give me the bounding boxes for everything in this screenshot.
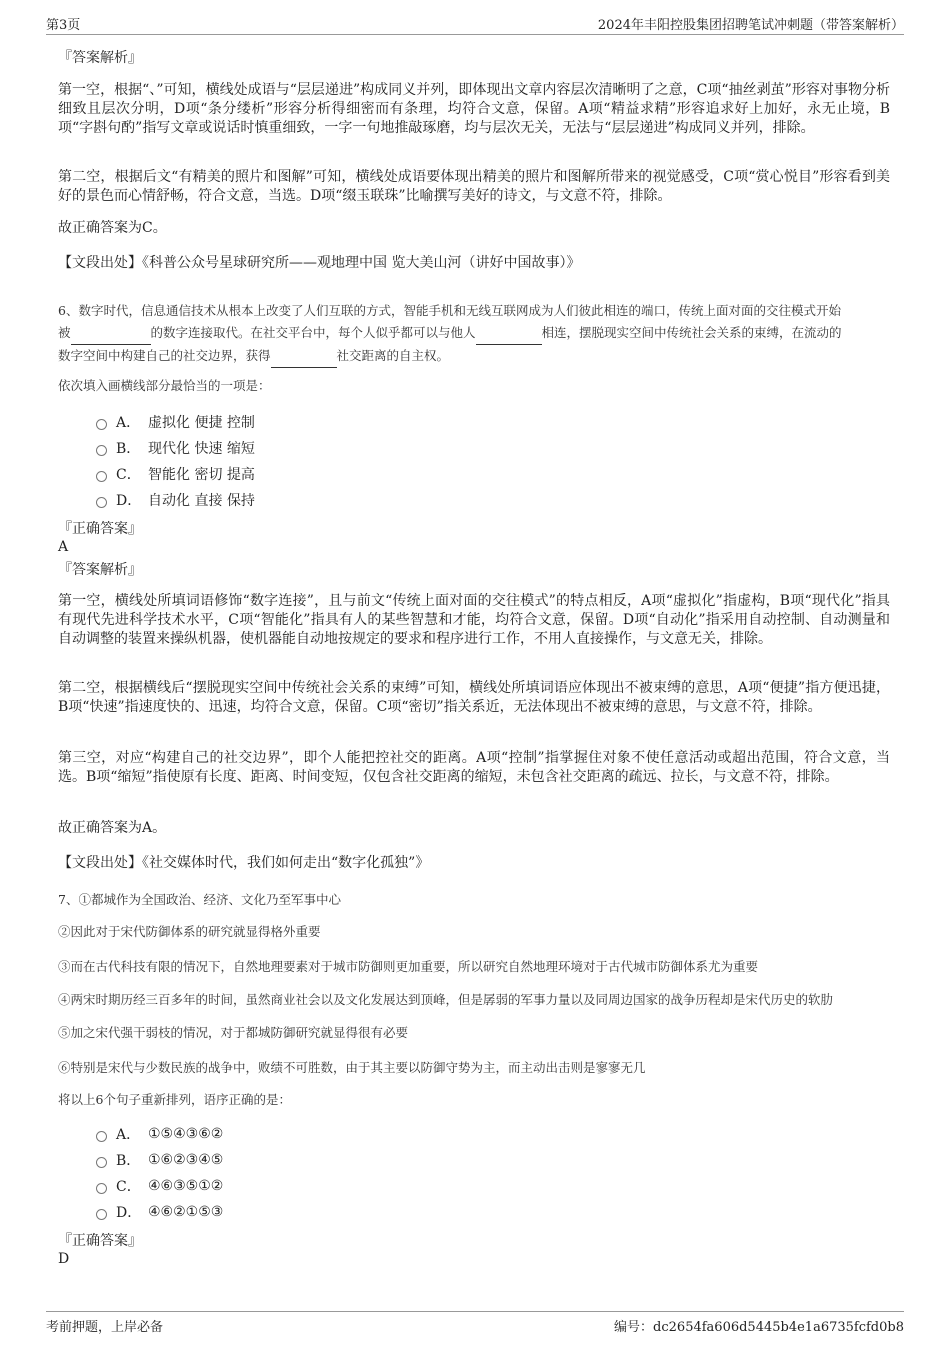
- q6-option-a[interactable]: A． 虚拟化 便捷 控制: [96, 412, 255, 432]
- q7-sentence-1: 7、①都城作为全国政治、经济、文化乃至军事中心: [58, 892, 341, 907]
- q5-analysis-paragraph-2: 第二空，根据后文“有精美的照片和图解”可知，横线处成语要体现出精美的照片和图解所带来的视觉感受，C项“赏心悦目”形容看到美好的景色而心情舒畅，符合文意，当选。D项“缀玉联珠”比喻撰写美好的诗文，与文意不符，排除。: [58, 169, 890, 204]
- page-header: [46, 12, 904, 35]
- radio-icon[interactable]: [96, 1157, 107, 1168]
- radio-icon[interactable]: [96, 1183, 107, 1194]
- q6-blank-2: [476, 322, 542, 345]
- page-footer: [46, 1311, 904, 1334]
- q6-option-b[interactable]: B． 现代化 快速 缩短: [96, 438, 255, 458]
- q6-analysis-paragraph-2: 第二空，根据横线后“摆脱现实空间中传统社会关系的束缚”可知，横线处所填词语应体现出不被束缚的意思，A项“便捷”指方便迅捷，B项“快速”指速度快的、迅速，均符合文意，保留。C项“密切”指关系近，无法体现出不被束缚的意思，与文意不符，排除。: [58, 680, 890, 715]
- q6-blank-3: [271, 345, 337, 368]
- q5-analysis-header: 『答案解析』: [58, 50, 142, 66]
- q6-analysis-paragraph-1: 第一空，横线处所填词语修饰“数字连接”，且与前文“传统上面对面的交往模式”的特点相反，A项“虚拟化”指虚构，B项“现代化”指具有现代先进科学技术水平，C项“智能化”指具有人的某些智慧和才能，均符合文意，保留。D项“自动化”指采用自动控制、自动测量和自动调整的装置来操纵机器，使机器能自动地按规定的要求和程序进行工作，不用人直接操作，与文意无关，排除。: [58, 593, 890, 647]
- q7-sentence-5: ⑤加之宋代强干弱枝的情况，对于都城防御研究就显得很有必要: [58, 1025, 409, 1040]
- q6-option-d[interactable]: D． 自动化 直接 保持: [96, 490, 255, 510]
- q6-stem-line-3: 数字空间中构建自己的社交边界，获得 社交距离的自主权。: [58, 345, 890, 368]
- q7-sentence-4: ④两宋时期历经三百多年的时间，虽然商业社会以及文化发展达到顶峰，但是孱弱的军事力量以及同周边国家的战争历程却是宋代历史的软肋: [58, 992, 834, 1007]
- q6-prompt: 依次填入画横线部分最恰当的一项是：: [58, 378, 271, 393]
- q6-conclusion: 故正确答案为A。: [58, 820, 167, 836]
- q7-correct-answer: D: [58, 1251, 70, 1267]
- page-number: 第3页: [46, 18, 81, 33]
- q5-conclusion: 故正确答案为C。: [58, 220, 167, 236]
- q6-stem: [58, 300, 890, 368]
- q6-source: 【文段出处】《社交媒体时代，我们如何走出“数字化孤独”》: [58, 855, 430, 871]
- document-title: 2024年丰阳控股集团招聘笔试冲刺题（带答案解析）: [597, 18, 904, 33]
- q6-analysis-header: 『答案解析』: [58, 562, 142, 578]
- q7-option-a[interactable]: A． ①⑤④③⑥②: [96, 1124, 223, 1144]
- radio-icon[interactable]: [96, 445, 107, 456]
- q5-source: 【文段出处】《科普公众号星球研究所——观地理中国 览大美山河（讲好中国故事）》: [58, 255, 581, 271]
- q7-sentence-3: ③而在古代科技有限的情况下，自然地理要素对于城市防御则更加重要，所以研究自然地理环境对于古代城市防御体系尤为重要: [58, 959, 759, 974]
- q7-correct-header: 『正确答案』: [58, 1233, 142, 1249]
- q6-correct-answer: A: [58, 539, 69, 555]
- radio-icon[interactable]: [96, 1209, 107, 1220]
- q6-option-c[interactable]: C． 智能化 密切 提高: [96, 464, 255, 484]
- q7-option-c[interactable]: C． ④⑥③⑤①②: [96, 1176, 223, 1196]
- q5-analysis-paragraph-1: 第一空，根据“、”可知，横线处成语与“层层递进”构成同义并列，即体现出文章内容层次清晰明了之意，C项“抽丝剥茧”形容对事物分析细致且层次分明，D项“条分缕析”形容分析得细密而有条理，均符合文意，保留。A项“精益求精”形容追求好上加好，永无止境，B项“字斟句酌”指写文章或说话时慎重细致，一字一句地推敲琢磨，均与层次无关，无法与“层层递进”构成同义并列，排除。: [58, 82, 890, 136]
- q6-stem-line-1: 6、数字时代，信息通信技术从根本上改变了人们互联的方式，智能手机和无线互联网成为人们彼此相连的端口，传统上面对面的交往模式开始: [58, 303, 841, 318]
- q6-stem-line-2: 被 的数字连接取代。在社交平台中，每个人似乎都可以与他人 相连，摆脱现实空间中传统社会关系的束缚，在流动的: [58, 322, 890, 345]
- q6-blank-1: [71, 322, 151, 345]
- radio-icon[interactable]: [96, 471, 107, 482]
- q6-analysis-paragraph-3: 第三空，对应“构建自己的社交边界”，即个人能把控社交的距离。A项“控制”指掌握住对象不使任意活动或超出范围，符合文意，当选。B项“缩短”指使原有长度、距离、时间变短，仅包含社交距离的缩短，未包含社交距离的疏远、拉长，与文意不符，排除。: [58, 750, 890, 785]
- q7-sentence-6: ⑥特别是宋代与少数民族的战争中，败绩不可胜数，由于其主要以防御守势为主，而主动出击则是寥寥无几: [58, 1060, 646, 1075]
- footer-slogan: 考前押题，上岸必备: [46, 1320, 164, 1335]
- q6-correct-header: 『正确答案』: [58, 521, 142, 537]
- q7-sentence-2: ②因此对于宋代防御体系的研究就显得格外重要: [58, 924, 321, 939]
- radio-icon[interactable]: [96, 419, 107, 430]
- radio-icon[interactable]: [96, 497, 107, 508]
- radio-icon[interactable]: [96, 1131, 107, 1142]
- q7-prompt: 将以上6个句子重新排列，语序正确的是：: [58, 1092, 291, 1107]
- q7-option-d[interactable]: D． ④⑥②①⑤③: [96, 1202, 223, 1222]
- footer-doc-id: 编号：dc2654fa606d5445b4e1a6735fcfd0b8: [614, 1320, 904, 1335]
- q7-option-b[interactable]: B． ①⑥②③④⑤: [96, 1150, 223, 1170]
